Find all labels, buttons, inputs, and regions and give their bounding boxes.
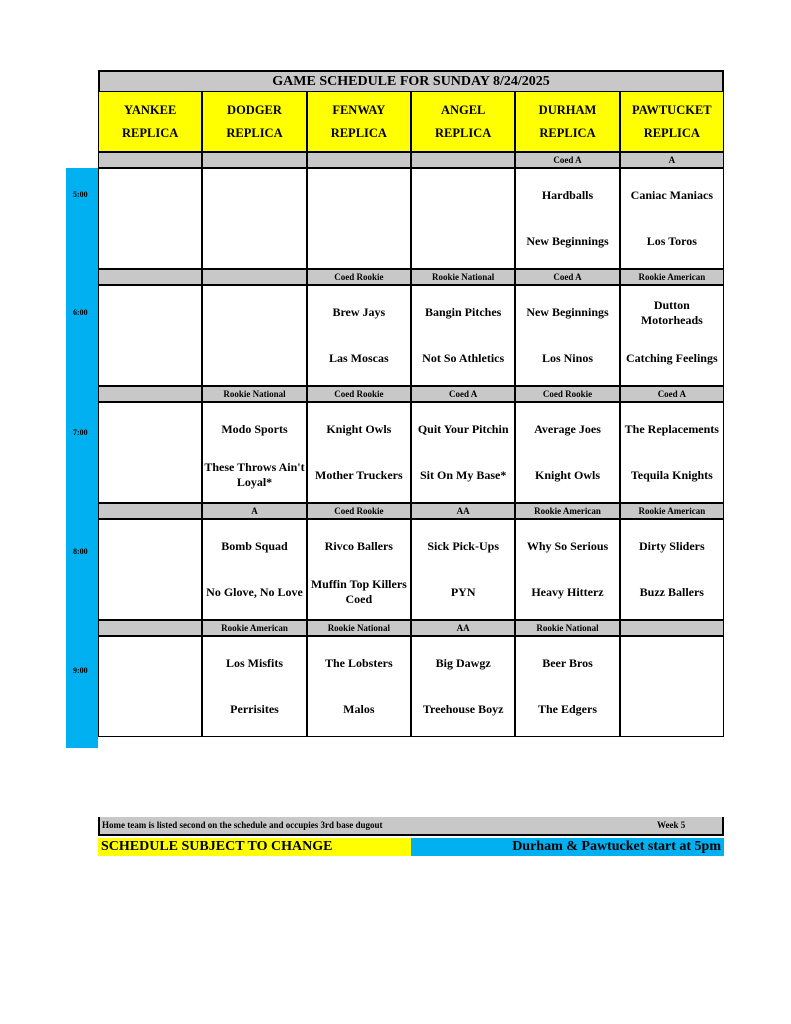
game-slot — [515, 402, 619, 503]
home-team — [100, 343, 200, 373]
time-label: 7:00 — [73, 428, 88, 437]
away-team: Knight Owls — [326, 422, 392, 437]
game-slot — [202, 636, 306, 737]
time-label: 6:00 — [73, 308, 88, 317]
game-slot — [411, 402, 515, 503]
division-label: AA — [411, 503, 515, 519]
home-team: Los Ninos — [541, 350, 593, 365]
home-team: Mother Truckers — [315, 467, 403, 482]
away-team: Brew Jays — [332, 305, 386, 320]
away-team — [100, 181, 200, 211]
away-team — [309, 181, 409, 211]
away-team — [100, 649, 200, 679]
division-label — [98, 620, 202, 636]
division-label: Coed Rookie — [307, 386, 411, 402]
division-label: Coed A — [515, 269, 619, 285]
game-slot — [620, 168, 724, 269]
away-team: Dirty Sliders — [638, 539, 705, 554]
division-label: Rookie American — [620, 269, 724, 285]
away-team: Modo Sports — [221, 422, 288, 437]
game-slot — [411, 636, 515, 737]
game-slot — [202, 402, 306, 503]
home-team: Sit On My Base* — [419, 467, 507, 482]
home-team: The Edgers — [537, 701, 597, 716]
away-team: Dutton Motorheads — [640, 297, 703, 327]
home-team — [100, 460, 200, 490]
home-team: No Glove, No Love — [206, 584, 303, 599]
away-team: Bomb Squad — [221, 539, 288, 554]
home-team: Tequila Knights — [630, 467, 713, 482]
home-team: Los Toros — [646, 233, 697, 248]
home-team: PYN — [450, 584, 476, 599]
field-name: ANGEL — [440, 102, 486, 117]
week-label: Week 5 — [657, 820, 686, 830]
home-team — [622, 694, 722, 724]
field-name: FENWAY — [332, 102, 386, 117]
division-label: Rookie National — [515, 620, 619, 636]
field-subtitle: REPLICA — [122, 125, 179, 140]
division-label — [620, 620, 724, 636]
game-slot — [202, 168, 306, 269]
game-slot — [98, 168, 202, 269]
game-slot — [307, 402, 411, 503]
game-slot — [411, 285, 515, 386]
home-team: Muffin Top Killers Coed — [310, 577, 407, 607]
division-label — [98, 152, 202, 168]
home-team — [204, 343, 304, 373]
field-subtitle: REPLICA — [539, 125, 596, 140]
division-label — [98, 269, 202, 285]
division-label: Coed Rookie — [307, 269, 411, 285]
home-team: Knight Owls — [534, 467, 600, 482]
game-slot — [620, 402, 724, 503]
away-team: The Replacements — [624, 422, 719, 437]
away-team: New Beginnings — [526, 305, 609, 320]
home-team — [100, 577, 200, 607]
game-slot — [307, 519, 411, 620]
away-team — [100, 532, 200, 562]
division-label: Coed A — [411, 386, 515, 402]
start-time-banner: Durham & Pawtucket start at 5pm — [411, 838, 724, 856]
home-team: Las Moscas — [328, 350, 389, 365]
away-team: Caniac Maniacs — [630, 188, 713, 203]
away-team: Hardballs — [541, 188, 594, 203]
game-slot — [515, 285, 619, 386]
game-slot — [98, 285, 202, 386]
home-team — [100, 226, 200, 256]
schedule-change-banner: SCHEDULE SUBJECT TO CHANGE — [98, 838, 411, 856]
away-team: Los Misfits — [225, 656, 283, 671]
division-label: Rookie American — [202, 620, 306, 636]
game-slot — [98, 636, 202, 737]
home-team: Buzz Ballers — [639, 584, 704, 599]
division-label: Rookie National — [202, 386, 306, 402]
game-slot — [515, 168, 619, 269]
home-team: Not So Athletics — [422, 350, 505, 365]
field-header — [620, 91, 724, 152]
division-label: AA — [411, 620, 515, 636]
time-label: 5:00 — [73, 190, 88, 199]
field-name: YANKEE — [123, 102, 177, 117]
division-label: Rookie National — [307, 620, 411, 636]
field-header — [307, 91, 411, 152]
division-label — [98, 386, 202, 402]
away-team: Quit Your Pitchin — [417, 422, 509, 437]
away-team — [100, 415, 200, 445]
away-team — [622, 649, 722, 679]
away-team: Why So Serious — [526, 539, 609, 554]
field-name: PAWTUCKET — [632, 102, 712, 117]
home-team: Malos — [343, 701, 375, 716]
division-label: Rookie National — [411, 269, 515, 285]
time-label: 8:00 — [73, 547, 88, 556]
schedule-grid — [98, 91, 724, 816]
away-team: Big Dawgz — [435, 656, 491, 671]
division-label: Coed A — [515, 152, 619, 168]
game-slot — [620, 519, 724, 620]
game-slot — [411, 519, 515, 620]
field-name: DODGER — [227, 102, 282, 117]
time-bar — [66, 168, 98, 748]
game-slot — [307, 168, 411, 269]
footer-bar — [98, 817, 724, 836]
game-slot — [515, 636, 619, 737]
game-slot — [307, 285, 411, 386]
game-slot — [620, 285, 724, 386]
home-team: These Throws Ain't Loyal* — [204, 460, 305, 490]
game-slot — [202, 285, 306, 386]
home-team: New Beginnings — [526, 233, 609, 248]
division-label: Coed Rookie — [307, 503, 411, 519]
division-label — [202, 152, 306, 168]
division-label: Coed A — [620, 386, 724, 402]
game-slot — [307, 636, 411, 737]
away-team — [100, 298, 200, 328]
home-team-note: Home team is listed second on the schedule and occupies 3rd base dugout — [102, 820, 383, 830]
field-header — [515, 91, 619, 152]
away-team — [204, 298, 304, 328]
home-team — [309, 226, 409, 256]
division-label — [202, 269, 306, 285]
home-team: Treehouse Boyz — [422, 701, 504, 716]
division-label: Coed Rookie — [515, 386, 619, 402]
field-header — [411, 91, 515, 152]
game-slot — [202, 519, 306, 620]
division-label: A — [620, 152, 724, 168]
field-subtitle: REPLICA — [643, 125, 700, 140]
time-label: 9:00 — [73, 666, 88, 675]
home-team — [204, 226, 304, 256]
field-header — [202, 91, 306, 152]
away-team — [204, 181, 304, 211]
away-team — [413, 181, 513, 211]
home-team: Heavy Hitterz — [531, 584, 604, 599]
home-team — [100, 694, 200, 724]
away-team: Sick Pick-Ups — [427, 539, 499, 554]
game-slot — [411, 168, 515, 269]
game-slot — [98, 519, 202, 620]
away-team: Bangin Pitches — [424, 305, 502, 320]
field-subtitle: REPLICA — [330, 125, 387, 140]
field-subtitle: REPLICA — [435, 125, 492, 140]
home-team — [413, 226, 513, 256]
division-label: Rookie American — [620, 503, 724, 519]
away-team: Average Joes — [534, 422, 601, 437]
game-slot — [620, 636, 724, 737]
field-subtitle: REPLICA — [226, 125, 283, 140]
field-header — [98, 91, 202, 152]
division-label — [98, 503, 202, 519]
division-label: Rookie American — [515, 503, 619, 519]
away-team: The Lobsters — [324, 656, 393, 671]
field-name: DURHAM — [538, 102, 597, 117]
away-team: Rivco Ballers — [324, 539, 393, 554]
division-label — [411, 152, 515, 168]
schedule-title: GAME SCHEDULE FOR SUNDAY 8/24/2025 — [98, 70, 724, 93]
division-label — [307, 152, 411, 168]
division-label: A — [202, 503, 306, 519]
game-slot — [515, 519, 619, 620]
game-slot — [98, 402, 202, 503]
away-team: Beer Bros — [542, 656, 593, 671]
home-team: Perrisites — [230, 701, 279, 716]
home-team: Catching Feelings — [625, 350, 718, 365]
